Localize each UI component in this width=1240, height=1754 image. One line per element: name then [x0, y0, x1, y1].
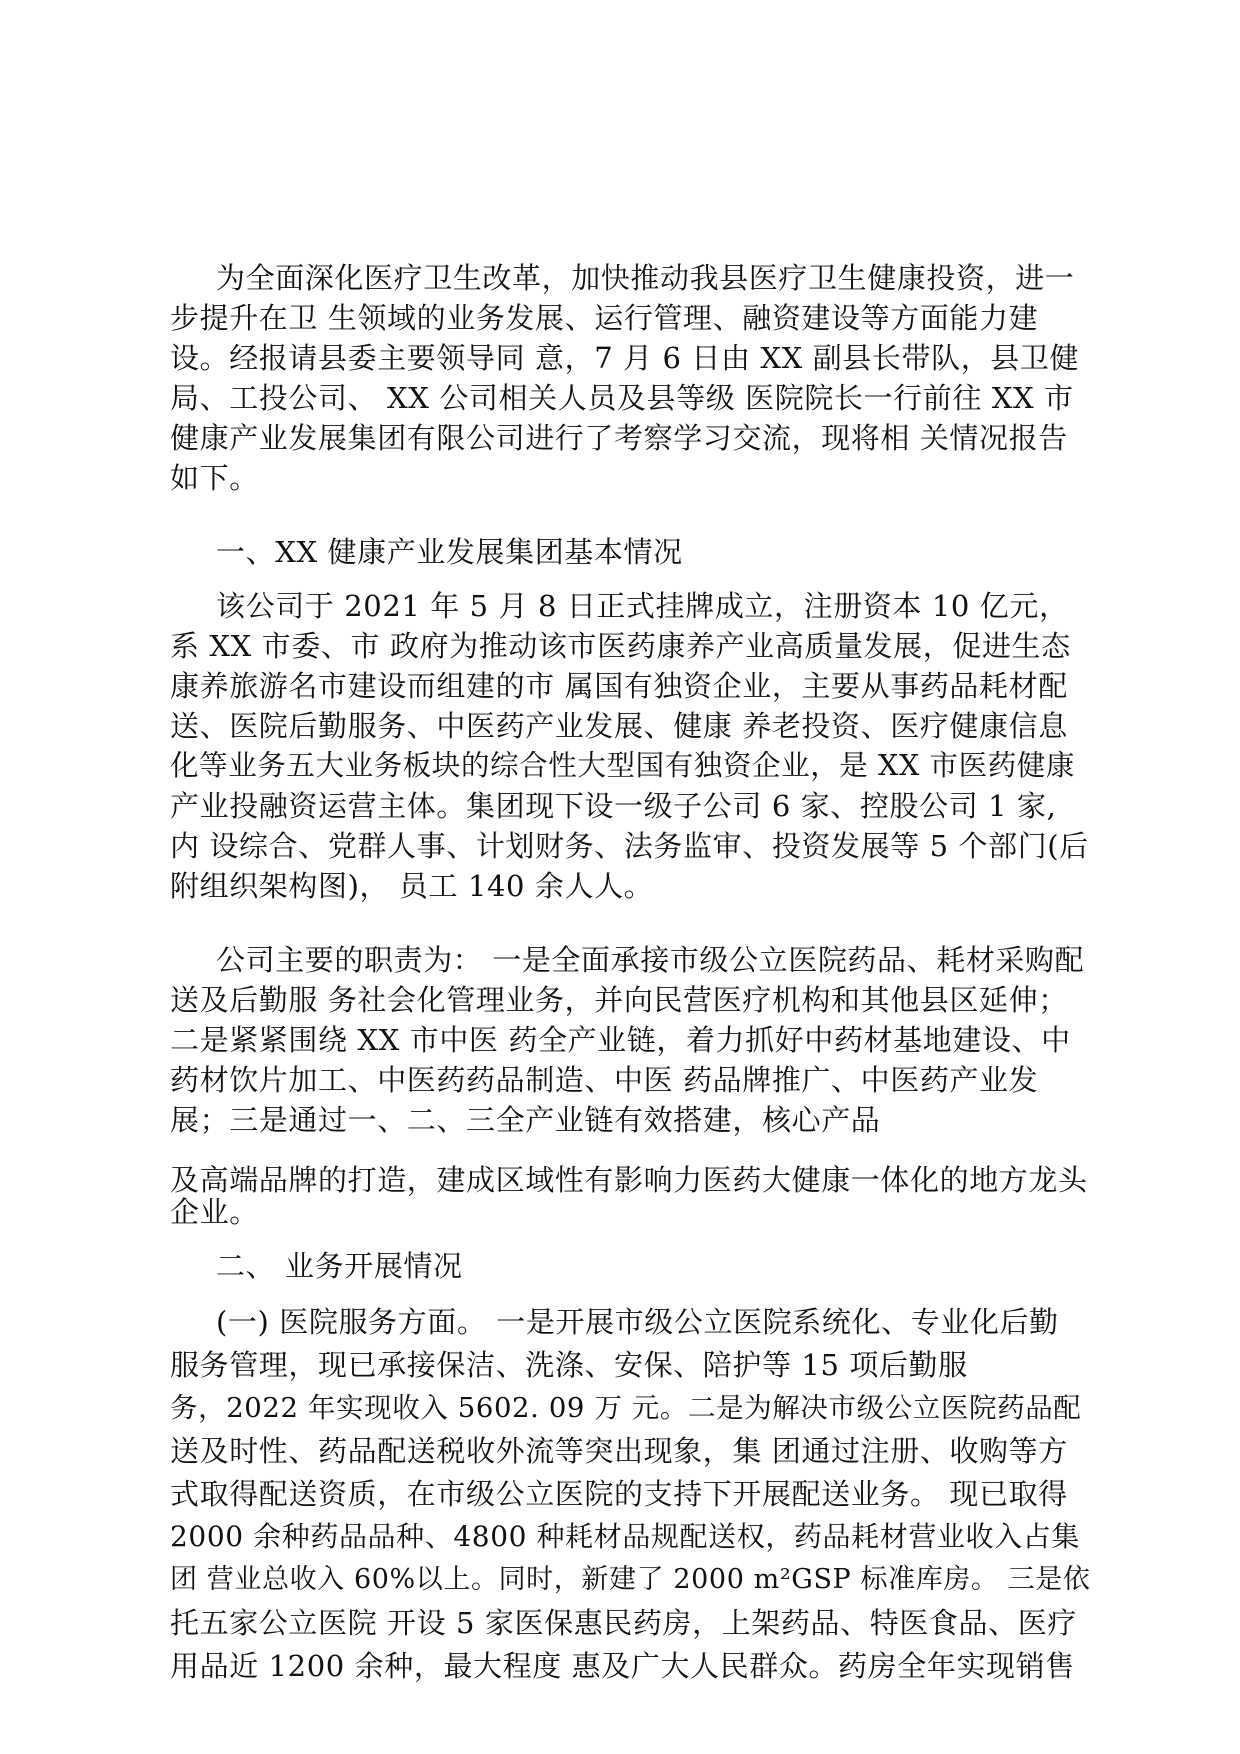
section1-para2-line: 药材饮片加工、中医药药品制造、中医 药品牌推广、中医药产业发	[170, 1063, 1039, 1097]
intro-line: 健康产业发展集团有限公司进行了考察学习交流，现将相 关情况报告	[170, 421, 1068, 455]
section1-para1-line: 内 设综合、党群人事、计划财务、法务监审、投资发展等 5 个部门(后	[170, 829, 1089, 863]
section1-para1-line: 附组织架构图)， 员工 140 余人人。	[170, 869, 654, 903]
section-heading-2: 二、 业务开展情况	[216, 1249, 463, 1283]
section1-para1-line: 送、医院后勤服务、中医药产业发展、健康 养老投资、医疗健康信息	[170, 709, 1068, 743]
section1-para3-line: 企业。	[170, 1195, 259, 1229]
section2-para1-line: 送及时性、药品配送税收外流等突出现象，集 团通过注册、收购等方	[170, 1434, 1068, 1468]
section1-para1-line: 系 XX 市委、市 政府为推动该市医药康养产业高质量发展，促进生态	[170, 629, 1071, 663]
intro-line: 步提升在卫 生领域的业务发展、运行管理、融资建设等方面能力建	[170, 301, 1039, 335]
section1-para2-line: 展；三是通过一、二、三全产业链有效搭建，核心产品	[170, 1103, 881, 1137]
intro-line: 如下。	[170, 461, 259, 495]
section2-para1-line: 式取得配送资质，在市级公立医院的支持下开展配送业务。 现已取得	[170, 1477, 1068, 1511]
intro-line: 设。经报请县委主要领导同 意，7 月 6 日由 XX 副县长带队，县卫健	[170, 341, 1080, 375]
section2-para1-line: 务，2022 年实现收入 5602. 09 万 元。二是为解决市级公立医院药品配	[170, 1392, 1082, 1424]
section2-para1-line: (一) 医院服务方面。 一是开展市级公立医院系统化、专业化后勤	[216, 1305, 1059, 1339]
section1-para1-line: 该公司于 2021 年 5 月 8 日正式挂牌成立，注册资本 10 亿元，	[216, 589, 1069, 623]
section-heading-1: 一、XX 健康产业发展集团基本情况	[216, 535, 683, 569]
section1-para1-line: 康养旅游名市建设而组建的市 属国有独资企业，主要从事药品耗材配	[170, 669, 1068, 703]
intro-line: 局、工投公司、 XX 公司相关人员及县等级 医院院长一行前往 XX 市	[170, 381, 1074, 415]
section1-para2-line: 二是紧紧围绕 XX 市中医 药全产业链，着力抓好中药材基地建设、中	[170, 1023, 1071, 1057]
intro-line: 为全面深化医疗卫生改革，加快推动我县医疗卫生健康投资，进一	[216, 261, 1075, 295]
section2-para1-line: 2000 余种药品品种、4800 种耗材品规配送权，药品耗材营业收入占集	[170, 1520, 1080, 1553]
section2-para1-line: 托五家公立医院 开设 5 家医保惠民药房，上架药品、特医食品、医疗	[170, 1606, 1077, 1640]
section2-para1-line: 团 营业总收入 60%以上。同时，新建了 2000 m²GSP 标准库房。 三是依	[170, 1564, 1091, 1595]
section1-para1-line: 化等业务五大业务板块的综合性大型国有独资企业，是 XX 市医药健康	[170, 749, 1075, 782]
section1-para3-line: 及高端品牌的打造，建成区域性有影响力医药大健康一体化的地方龙头	[170, 1163, 1088, 1197]
section2-para1-line: 用品近 1200 余种，最大程度 惠及广大人民群众。药房全年实现销售	[170, 1649, 1075, 1683]
section1-para2-line: 送及后勤服 务社会化管理业务，并向民营医疗机构和其他县区延伸；	[170, 983, 1068, 1017]
section1-para1-line: 产业投融资运营主体。集团现下设一级子公司 6 家、控股公司 1 家,	[170, 789, 1057, 823]
section1-para2-line: 公司主要的职责为： 一是全面承接市级公立医院药品、耗材采购配	[216, 943, 1085, 977]
section2-para1-line: 服务管理，现已承接保洁、洗涤、安保、陪护等 15 项后勤服	[170, 1348, 968, 1382]
